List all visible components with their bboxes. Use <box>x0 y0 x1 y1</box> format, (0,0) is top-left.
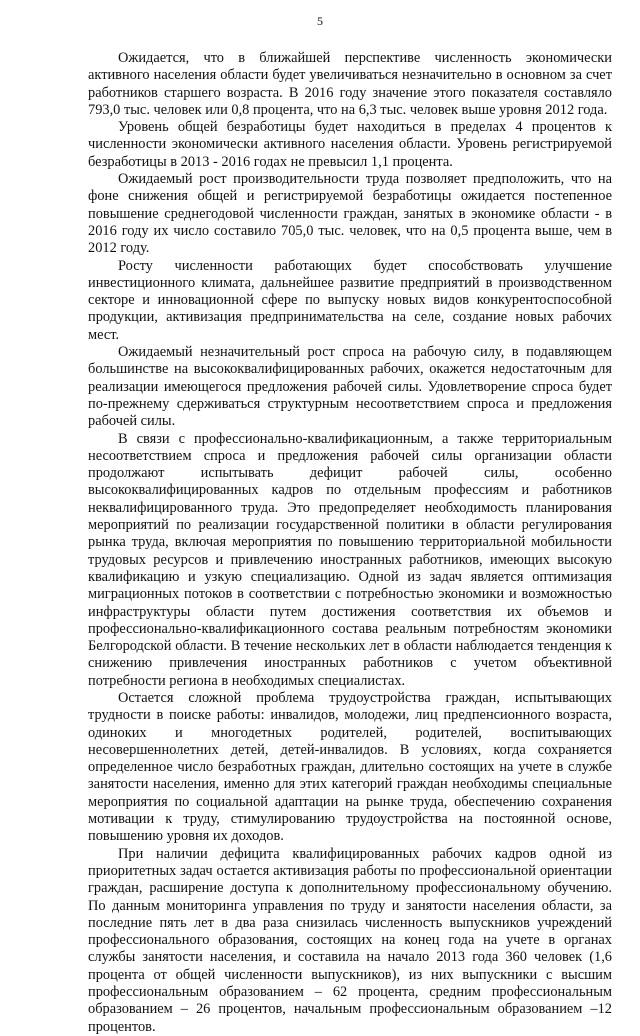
paragraph-employment-growth: Росту численности работающих будет способствовать улучшение инвестиционного климата, дальнейшее развитие предприятий в производственном секторе и инновационной сфере по выпуску новых видов конкурентоспособной продукции, активизация предпринимательства на селе, создание новых рабочих мест. <box>88 257 612 343</box>
paragraph-economically-active-population: Ожидается, что в ближайшей перспективе численность экономически активного населения области будет увеличиваться незначительно в основном за счет работников старшего возраста. В 2016 году значение этого показателя составляло 793,0 тыс. человек или 0,8 процента, что на 6,3 тыс. человек выше уровня 2012 года. <box>88 50 612 118</box>
paragraph-productivity-growth: Ожидаемый рост производительности труда позволяет предположить, что на фоне снижения общей и регистрируемой безработицы ожидается постепенное повышение среднегодовой численности граждан, занятых в экономике области - в 2016 году их число составило 705,0 тыс. человек, что на 0,5 процента выше, чем в 2012 году. <box>88 171 612 257</box>
paragraph-labor-shortage-migration: В связи с профессионально-квалификационным, а также территориальным несоответствием спроса и предложения рабочей силы организации области продолжают испытывать дефицит рабочей силы, особенно высококвалифицированных кадров по отдельным профессиям и работников неквалифицированного труда. Это предопределяет необходимость планирования мероприятий по реализации государственной политики в области регулирования рынка труда, включая мероприятия по повышению территориальной мобильности трудовых ресурсов и привлечению иностранных работников, имеющих высокую квалификацию и узкую специализацию. Одной из задач является оптимизация миграционных потоков в соответствии с потребностью экономики и возможностью инфраструктуры области путем достижения соответствия их объемов и профессионально-квалификационного состава реальным потребностям экономики Белгородской области. В течение нескольких лет в области наблюдается тенденция к снижению привлечения иностранных работников с учетом объективной потребности региона в необходимых специалистах. <box>88 430 612 689</box>
paragraph-labor-demand: Ожидаемый незначительный рост спроса на рабочую силу, в подавляющем большинстве на высококвалифицированных рабочих, окажется недостаточным для реализации имеющегося предложения рабочей силы. Удовлетворение спроса будет по-прежнему сдерживаться структурным несоответствием спроса и предложения рабочей силы. <box>88 344 612 430</box>
page-number: 5 <box>317 14 323 28</box>
paragraph-vocational-guidance: При наличии дефицита квалифицированных рабочих кадров одной из приоритетных задач остается активизация работы по профессиональной ориентации граждан, расширение доступа к дополнительному профессиональному обучению. По данным мониторинга управления по труду и занятости населения области, за последние пять лет в два раза снизилась численность выпускников учреждений профессионального образования, состоящих на конец года на учете в органах службы занятости населения, и составила на начало 2013 года 360 человек (1,6 процента от общей численности выпускников), из них выпускники с высшим профессиональным образованием – 62 процента, средним профессиональным образованием – 26 процентов, начальным профессиональным образованием –12 процентов. <box>88 845 612 1035</box>
paragraph-unemployment-level: Уровень общей безработицы будет находиться в пределах 4 процентов к численности экономически активного населения области. Уровень регистрируемой безработицы в 2013 - 2016 годах не превысил 1,1 процента. <box>88 119 612 170</box>
body-text <box>88 50 612 1036</box>
paragraph-vulnerable-groups: Остается сложной проблема трудоустройства граждан, испытывающих трудности в поиске работы: инвалидов, молодежи, лиц предпенсионного возраста, одиноких и многодетных родителей, родителей, воспитывающих несовершеннолетних детей, детей-инвалидов. В условиях, когда сохраняется определенное число безработных граждан, длительно состоящих на учете в службе занятости населения, именно для этих категорий граждан необходимы специальные мероприятия по социальной адаптации на рынке труда, обеспечению сохранения мотивации к труду, стимулированию трудоустройства на постоянной основе, повышению уровня их доходов. <box>88 689 612 845</box>
